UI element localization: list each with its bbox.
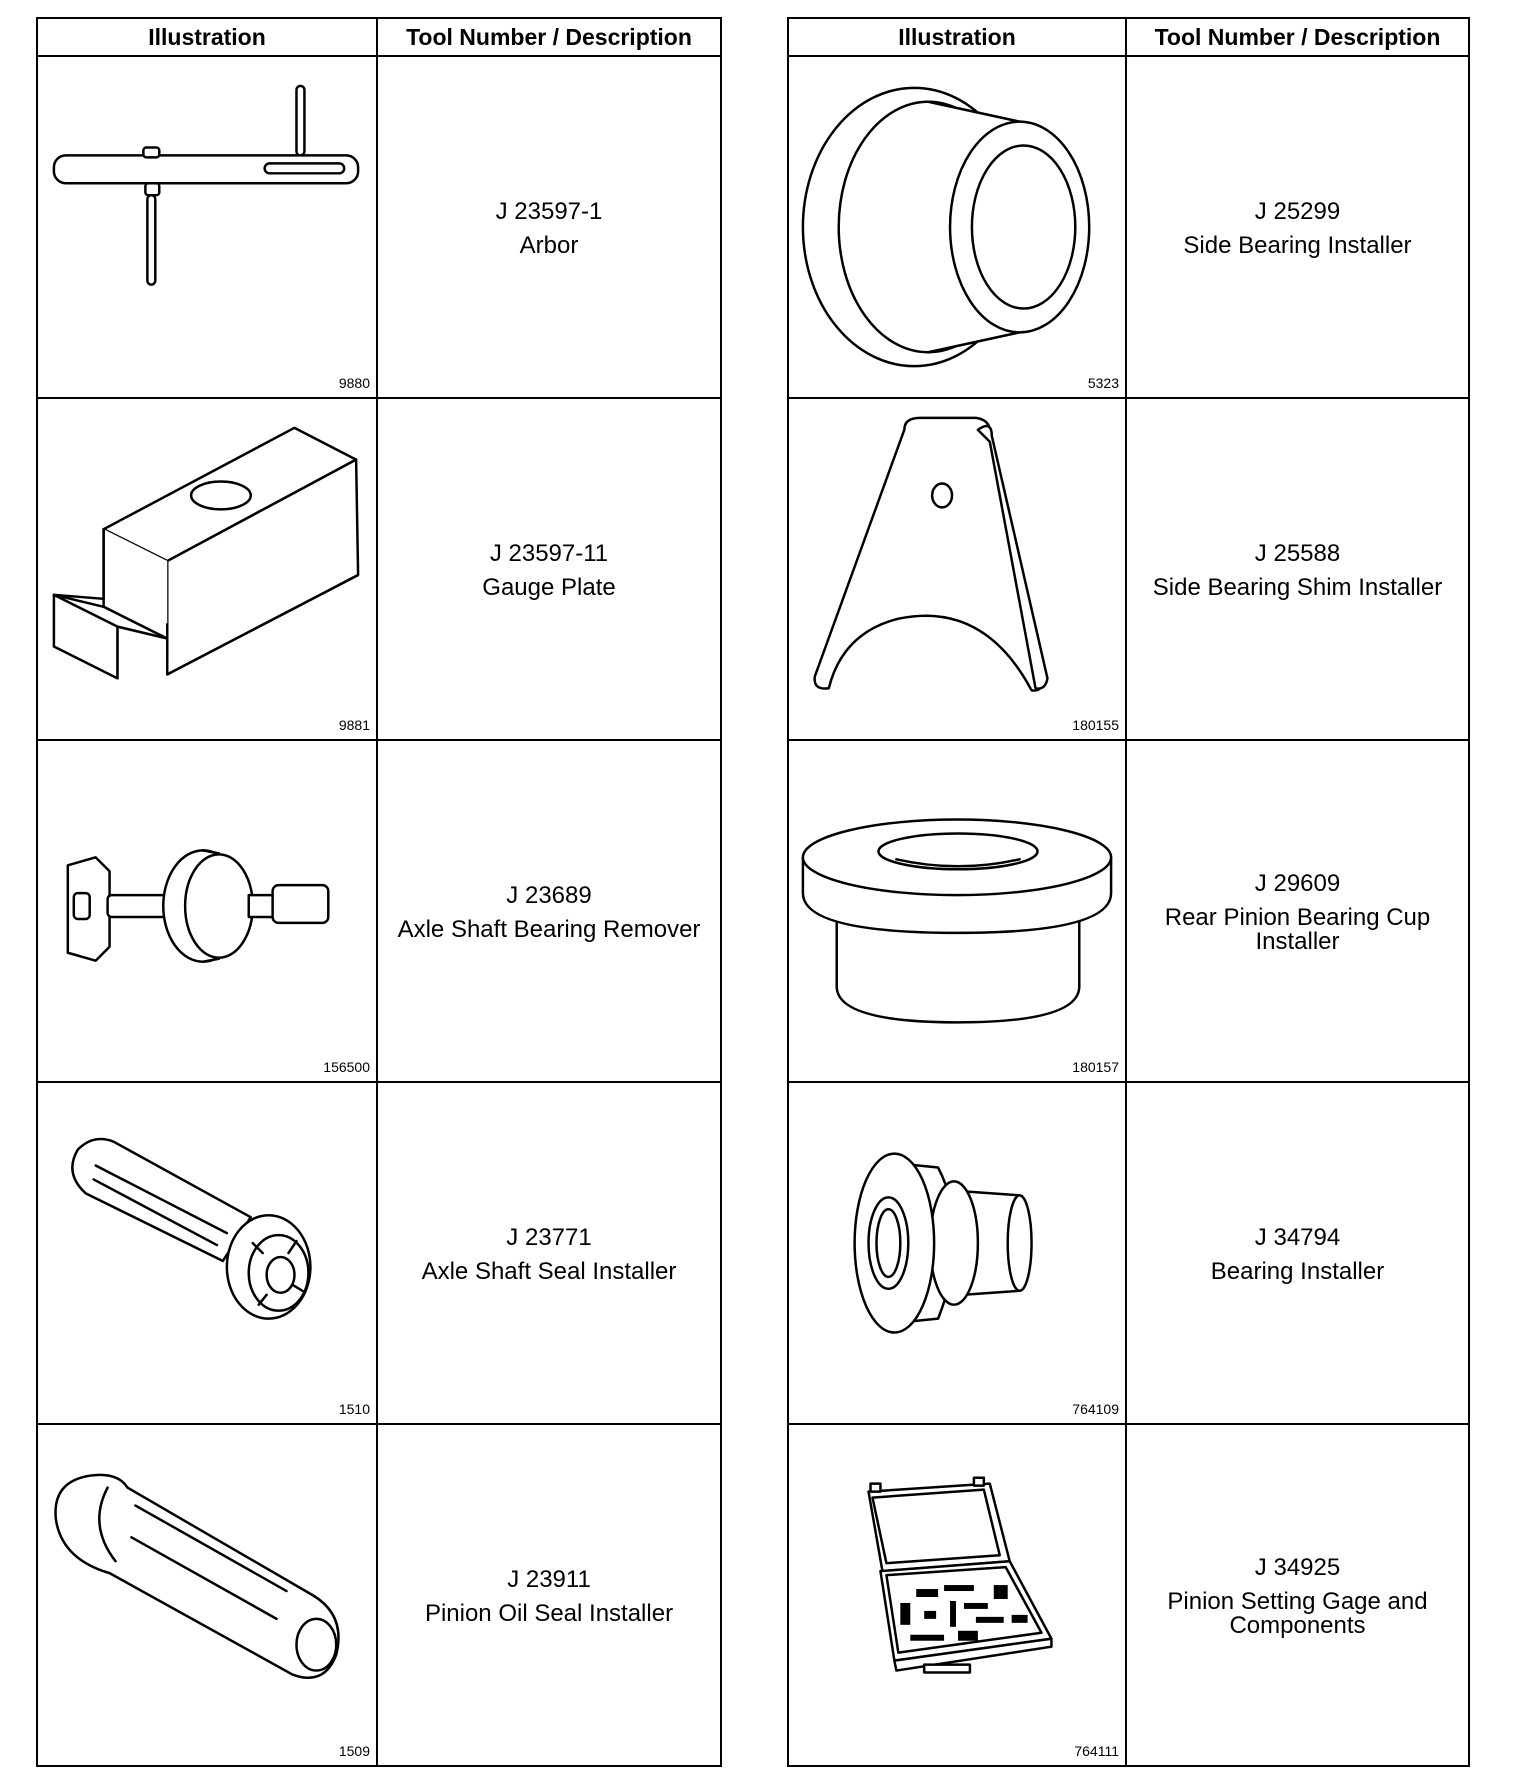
figure-number: 180155 (1072, 717, 1119, 733)
figure-number: 180157 (1072, 1059, 1119, 1075)
table-row (37, 740, 721, 1082)
tool-header: Tool Number / Description (377, 18, 721, 56)
tool-description-cell (377, 56, 721, 398)
tool-number: J 23911 (507, 1566, 591, 1594)
table-row (788, 740, 1469, 1082)
tool-header: Tool Number / Description (1126, 18, 1469, 56)
tool-description-cell (377, 398, 721, 740)
illustration-header: Illustration (37, 18, 377, 56)
tool-name: Side Bearing Shim Installer (1152, 573, 1443, 601)
tool-number: J 23689 (506, 882, 592, 910)
tool-number: J 25588 (1254, 540, 1341, 568)
illustration-cell (37, 1424, 377, 1766)
illustration-cell (37, 56, 377, 398)
table-row (37, 56, 721, 398)
shim-installer-icon (789, 399, 1125, 739)
tool-name: Pinion Oil Seal Installer (424, 1599, 674, 1627)
tool-name: Pinion Setting Gage and Components (1167, 1587, 1428, 1639)
bearing-remover-icon (38, 741, 376, 1081)
figure-number: 156500 (323, 1059, 370, 1075)
tool-name: Rear Pinion Bearing Cup Installer (1164, 903, 1431, 955)
tool-description-cell (1126, 398, 1469, 740)
tool-description-cell (1126, 56, 1469, 398)
figure-number: 764111 (1074, 1743, 1119, 1759)
illustration-cell (788, 398, 1126, 740)
table-row (788, 56, 1469, 398)
illustration-cell (788, 1082, 1126, 1424)
tool-number: J 23597-11 (489, 540, 609, 568)
side-bearing-installer-icon (789, 57, 1125, 397)
illustration-cell (37, 1082, 377, 1424)
tool-name: Arbor (519, 231, 579, 259)
arbor-icon (38, 57, 376, 397)
tool-description-cell (377, 1424, 721, 1766)
illustration-cell (788, 1424, 1126, 1766)
tool-table-right (787, 17, 1470, 1767)
figure-number: 9880 (338, 375, 370, 391)
table-row (37, 398, 721, 740)
tool-description-cell (1126, 1424, 1469, 1766)
illustration-header: Illustration (788, 18, 1126, 56)
gage-case-icon (789, 1425, 1125, 1765)
figure-number: 9881 (338, 717, 370, 733)
tool-description-cell (1126, 1082, 1469, 1424)
tool-number: J 23597-1 (495, 198, 603, 226)
figure-number: 5323 (1087, 375, 1119, 391)
table-row (37, 1424, 721, 1766)
tool-number: J 34794 (1254, 1224, 1341, 1252)
tool-name: Gauge Plate (482, 573, 616, 601)
tool-table-left (36, 17, 722, 1767)
tool-description-cell (377, 740, 721, 1082)
figure-number: 1509 (338, 1743, 370, 1759)
table-row (788, 398, 1469, 740)
cup-installer-icon (789, 741, 1125, 1081)
illustration-cell (788, 740, 1126, 1082)
figure-number: 1510 (338, 1401, 370, 1417)
tool-name: Bearing Installer (1210, 1257, 1385, 1285)
pinion-seal-installer-icon (38, 1425, 376, 1765)
tool-number: J 25299 (1254, 198, 1341, 226)
tool-number: J 23771 (506, 1224, 592, 1252)
seal-installer-icon (38, 1083, 376, 1423)
bearing-installer-icon (789, 1083, 1125, 1423)
table-row (788, 1424, 1469, 1766)
tool-name: Axle Shaft Bearing Remover (397, 915, 701, 943)
tool-description-cell (1126, 740, 1469, 1082)
table-row (788, 1082, 1469, 1424)
table-row (37, 1082, 721, 1424)
tool-name: Axle Shaft Seal Installer (421, 1257, 677, 1285)
figure-number: 764109 (1072, 1401, 1119, 1417)
tool-description-cell (377, 1082, 721, 1424)
illustration-cell (37, 740, 377, 1082)
illustration-cell (37, 398, 377, 740)
tool-number: J 34925 (1254, 1554, 1341, 1582)
tool-name: Side Bearing Installer (1183, 231, 1412, 259)
tool-number: J 29609 (1254, 870, 1341, 898)
gauge-plate-icon (38, 399, 376, 739)
illustration-cell (788, 56, 1126, 398)
